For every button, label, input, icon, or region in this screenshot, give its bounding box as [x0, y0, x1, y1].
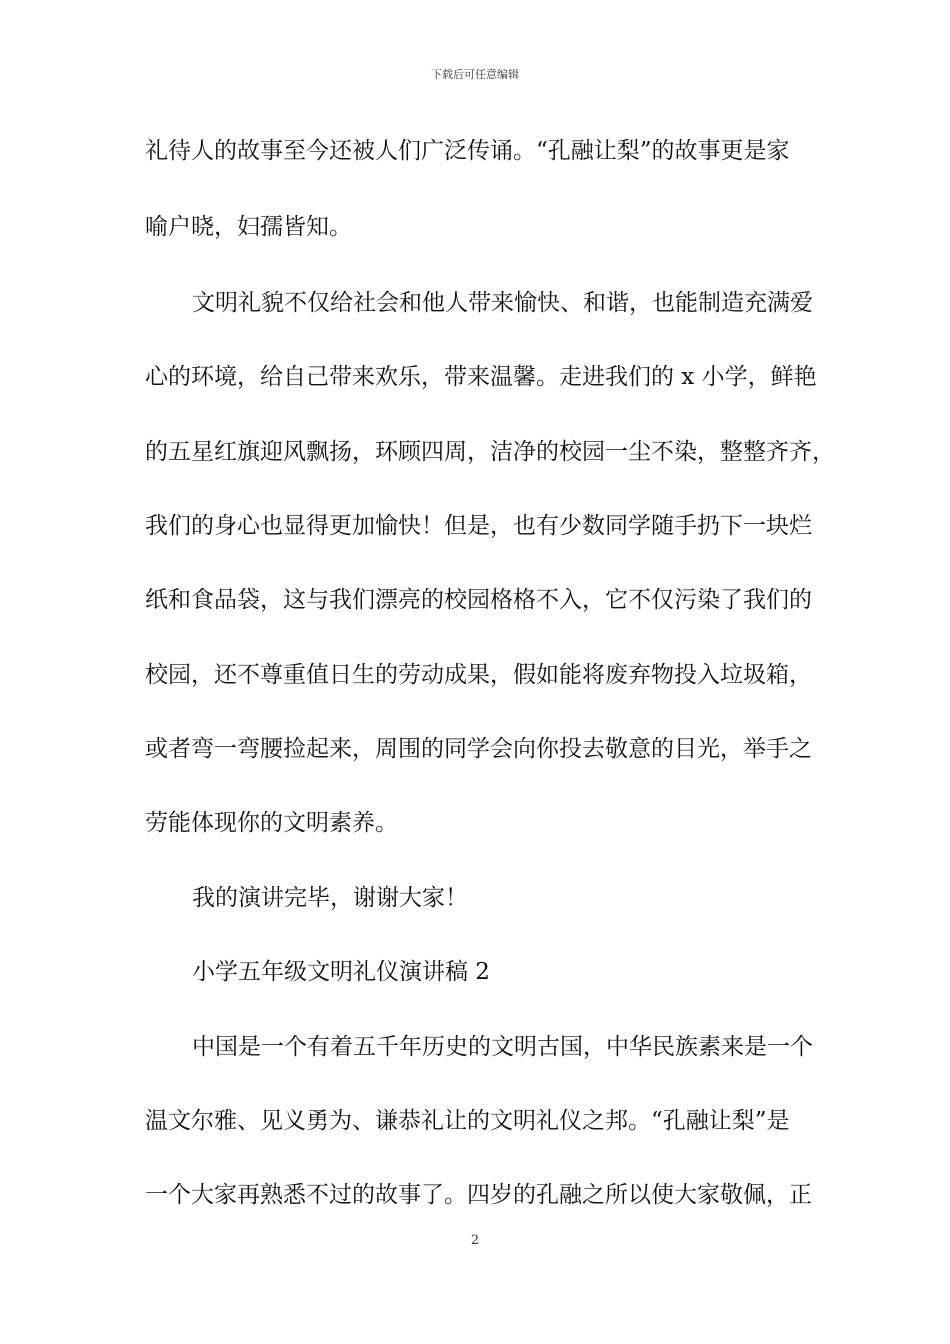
section-title: 小学五年级文明礼仪演讲稿 2: [192, 959, 490, 985]
text-line: 喻户晓，妇孺皆知。: [145, 214, 352, 240]
text-line: 的五星红旗迎风飘扬，环顾四周，洁净的校园一尘不染，整整齐齐，: [145, 439, 835, 465]
text-line: 中国是一个有着五千年历史的文明古国，中华民族素来是一个: [192, 1034, 813, 1060]
text-line: 我们的身心也显得更加愉快！但是，也有少数同学随手扔下一块烂: [145, 513, 812, 539]
text-line: 温文尔雅、见义勇为、谦恭礼让的文明礼仪之邦。“孔融让梨”是: [145, 1108, 790, 1134]
text-line: 文明礼貌不仅给社会和他人带来愉快、和谐，也能制造充满爱: [192, 290, 813, 316]
page-number: 2: [470, 1233, 480, 1248]
page-header: 下载后可任意编辑: [431, 68, 519, 81]
text-line: 礼待人的故事至今还被人们广泛传诵。“孔融让梨”的故事更是家: [145, 138, 790, 164]
text-line: 纸和食品袋，这与我们漂亮的校园格格不入，它不仅污染了我们的: [145, 587, 812, 613]
text-line: 我的演讲完毕，谢谢大家！: [192, 885, 468, 911]
text-line: 心的环境，给自己带来欢乐，带来温馨。走进我们的 x 小学，鲜艳: [145, 364, 817, 390]
text-line: 劳能体现你的文明素养。: [145, 810, 398, 836]
text-line: 校园，还不尊重值日生的劳动成果，假如能将废弃物投入垃圾箱，: [145, 662, 812, 688]
text-line: 一个大家再熟悉不过的故事了。四岁的孔融之所以使大家敬佩，正: [145, 1182, 812, 1208]
text-line: 或者弯一弯腰捡起来，周围的同学会向你投去敬意的目光，举手之: [145, 736, 812, 762]
